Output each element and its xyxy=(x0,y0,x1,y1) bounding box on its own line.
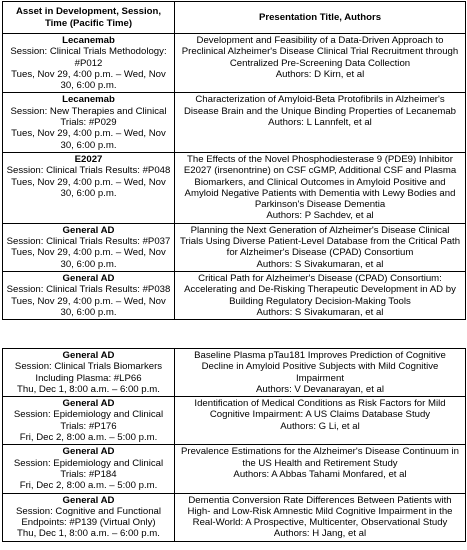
title-cell xyxy=(175,93,466,152)
asset-name: E2027 xyxy=(74,153,103,165)
presentations-table-2 xyxy=(2,348,466,542)
table-row xyxy=(3,34,466,93)
session-text: Session: Clinical Trials Biomarkers Including Plasma: #LP66 xyxy=(14,361,163,384)
table-row xyxy=(3,271,466,319)
session-text: Session: Clinical Trials Results: #P048 xyxy=(6,165,171,177)
presentation-title: Development and Feasibility of a Data-Driven Approach to Preclinical Alzheimer's Disease Clinical Trial Recruitment through Centralized Pre-Screening Data Collection xyxy=(181,35,459,69)
asset-cell xyxy=(3,271,175,319)
table-row xyxy=(3,152,466,223)
session-text: Session: New Therapies and Clinical Trials: #P029 xyxy=(10,105,167,129)
asset-cell xyxy=(3,445,175,493)
header-title-authors: Presentation Title, Authors xyxy=(175,2,466,34)
table-row xyxy=(3,349,466,397)
asset-name: General AD xyxy=(62,398,115,410)
title-cell xyxy=(175,397,466,445)
table-row xyxy=(3,223,466,271)
session-text: Session: Clinical Trials Results: #P038 xyxy=(6,284,171,296)
authors-text: Authors: H Jang, et al xyxy=(273,528,367,540)
session-text: Session: Cognitive and Functional Endpoints: #P139 (Virtual Only) xyxy=(15,505,162,529)
presentation-title: Critical Path for Alzheimer's Disease (CPAD) Consortium: Accelerating and De-Risking Therapeutic Development in AD by Building Regulatory Decision-Making Tools xyxy=(184,272,456,307)
presentations-table-1 xyxy=(2,1,466,320)
time-text: Tues, Nov 29, 4:00 p.m. – Wed, Nov 30, 6:00 p.m. xyxy=(11,128,166,151)
title-cell xyxy=(175,445,466,493)
presentation-title: The Effects of the Novel Phosphodiesterase 9 (PDE9) Inhibitor E2027 (irsenontrine) on CSF cGMP, Additional CSF and Plasma Biomarkers, and Clinical Outcomes in Amyloid Positive and Amyloid Negative Patients with Dementia with Lewy Bodies and Parkinson's Disease Dementia xyxy=(183,153,457,211)
asset-cell xyxy=(3,493,175,541)
authors-text: Authors: L Lannfelt, et al xyxy=(268,117,372,129)
asset-name: General AD xyxy=(62,350,115,361)
table-row xyxy=(3,397,466,445)
title-cell xyxy=(175,493,466,541)
presentation-title: Baseline Plasma pTau181 Improves Prediction of Cognitive Decline in Amyloid Positive Subjects with Mild Cognitive Impairment xyxy=(194,350,446,384)
session-text: Session: Clinical Trials Results: #P037 xyxy=(6,236,171,248)
asset-cell xyxy=(3,34,175,93)
asset-cell xyxy=(3,93,175,152)
title-cell xyxy=(175,152,466,223)
time-text: Tues, Nov 29, 4:00 p.m. – Wed, Nov 30, 6:00 p.m. xyxy=(11,247,166,270)
time-text: Fri, Dec 2, 8:00 a.m. – 5:00 p.m. xyxy=(19,480,158,492)
table-row xyxy=(3,445,466,493)
header-asset-session-time: Asset in Development, Session, Time (Pacific Time) xyxy=(3,2,175,34)
title-cell xyxy=(175,223,466,271)
authors-text: Authors: P Sachdev, et al xyxy=(266,210,374,222)
asset-cell xyxy=(3,349,175,397)
presentation-title: Prevalence Estimations for the Alzheimer's Disease Continuum in the US Health and Retirement Study xyxy=(180,446,460,469)
time-text: Fri, Dec 2, 8:00 a.m. – 5:00 p.m. xyxy=(19,432,158,444)
session-text: Session: Epidemiology and Clinical Trials: #P184 xyxy=(13,457,164,480)
asset-cell xyxy=(3,152,175,223)
header-row xyxy=(3,2,466,34)
title-cell xyxy=(175,34,466,93)
table-row xyxy=(3,93,466,152)
time-text: Thu, Dec 1, 8:00 a.m. – 6:00 p.m. xyxy=(17,528,160,540)
asset-name: Lecanemab xyxy=(62,94,115,106)
table-row xyxy=(3,493,466,541)
session-text: Session: Clinical Trials Methodology: #P012 xyxy=(10,46,167,69)
time-text: Tues, Nov 29, 4:00 p.m. – Wed, Nov 30, 6:00 p.m. xyxy=(11,176,166,199)
time-text: Thu, Dec 1, 8:00 a.m. – 6:00 p.m. xyxy=(17,383,160,395)
asset-name: Lecanemab xyxy=(62,35,115,46)
session-text: Session: Epidemiology and Clinical Trials: #P176 xyxy=(13,409,164,432)
asset-name: General AD xyxy=(62,446,115,458)
authors-text: Authors: A Abbas Tahami Monfared, et al xyxy=(233,468,407,480)
authors-text: Authors: D Kirn, et al xyxy=(275,68,365,80)
authors-text: Authors: S Sivakumaran, et al xyxy=(256,258,384,270)
title-cell xyxy=(175,349,466,397)
authors-text: Authors: G Li, et al xyxy=(280,420,360,432)
asset-name: General AD xyxy=(62,494,115,506)
time-text: Tues, Nov 29, 4:00 p.m. – Wed, Nov 30, 6:00 p.m. xyxy=(11,68,166,92)
asset-name: General AD xyxy=(62,224,115,236)
presentation-title: Planning the Next Generation of Alzheimer's Disease Clinical Trials Using Diverse Patient-Level Database from the Critical Path for Alzheimer's Disease (CPAD) Consortium xyxy=(179,224,461,259)
presentation-title: Dementia Conversion Rate Differences Between Patients with High- and Low-Risk Amnestic Mild Cognitive Impairment in the Real-World: A Prospective, Multicenter, Observational Study xyxy=(187,494,453,529)
asset-cell xyxy=(3,397,175,445)
presentation-title: Characterization of Amyloid-Beta Protofibrils in Alzheimer's Disease Brain and the Unique Binding Properties of Lecanemab xyxy=(184,94,456,117)
title-cell xyxy=(175,271,466,319)
asset-cell xyxy=(3,223,175,271)
authors-text: Authors: S Sivakumaran, et al xyxy=(256,306,384,318)
time-text: Tues, Nov 29, 4:00 p.m. – Wed, Nov 30, 6:00 p.m. xyxy=(11,295,166,318)
presentation-title: Identification of Medical Conditions as Risk Factors for Mild Cognitive Impairment: A US Claims Database Study xyxy=(194,398,446,421)
asset-name: General AD xyxy=(62,272,115,284)
authors-text: Authors: V Devanarayan, et al xyxy=(256,383,384,395)
